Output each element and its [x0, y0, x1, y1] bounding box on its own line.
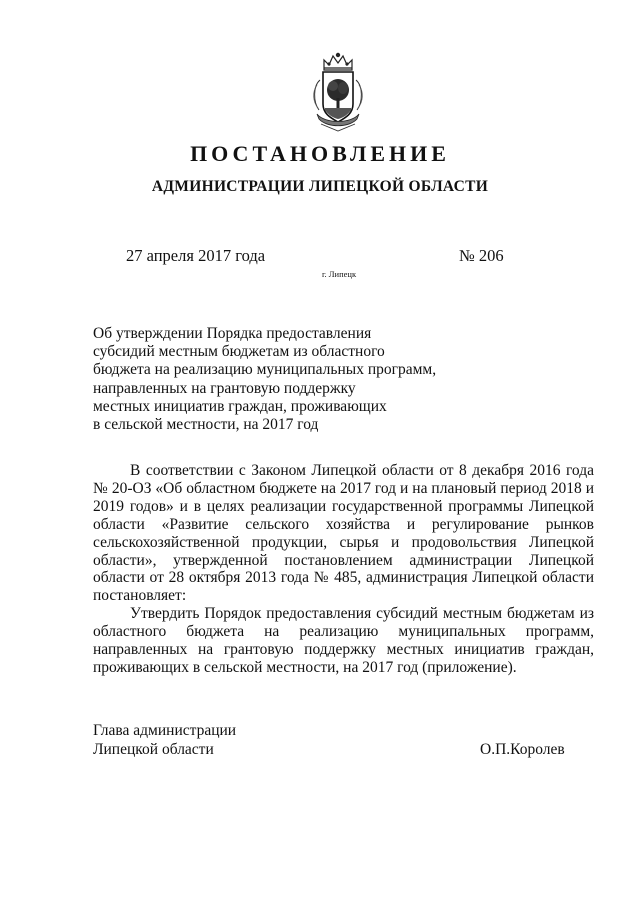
signature-role-line: Глава администрации: [93, 722, 237, 739]
document-subtitle: АДМИНИСТРАЦИИ ЛИПЕЦКОЙ ОБЛАСТИ: [151, 178, 489, 195]
body-paragraph: В соответствии с Законом Липецкой области от 8 декабря 2016 года № 20-ОЗ «Об областном бюджете на 2017 год и на плановый период 2018 и 2019 годов» и в целях реализации государственной программы Липецкой области «Развитие сельского хозяйства и регулирование рынков сельскохозяйственной продукции, сырья и продовольствия Липецкой области», утвержденной постановлением администрации Липецкой области от 28 октября 2013 года № 485, администрация Липецкой области постановляет:: [93, 462, 594, 605]
document-number: № 206: [459, 246, 504, 265]
heading-line: местных инициатив граждан, проживающих: [93, 397, 387, 415]
document-body: [93, 462, 594, 677]
signature-name: О.П.Королев: [480, 740, 565, 758]
heading-line: бюджета на реализацию муниципальных программ,: [93, 361, 437, 379]
heading-line: в сельской местности, на 2017 год: [93, 416, 319, 434]
coat-of-arms-icon: [307, 52, 369, 132]
document-date: 27 апреля 2017 года: [126, 246, 266, 265]
heading-line: Об утверждении Порядка предоставления: [93, 325, 372, 342]
document-city: г. Липецк: [322, 269, 357, 279]
document-heading: [93, 325, 437, 434]
heading-line: направленных на грантовую поддержку: [93, 379, 356, 397]
document-title: ПОСТАНОВЛЕНИЕ: [190, 141, 450, 166]
signature-role-line: Липецкой области: [93, 740, 214, 758]
signature-block: [93, 722, 573, 759]
heading-line: субсидий местным бюджетам из областного: [93, 343, 385, 361]
body-paragraph: Утвердить Порядок предоставления субсидий местным бюджетам из областного бюджета на реализацию муниципальных программ, направленных на грантовую поддержку местных инициатив граждан, проживающих в сельской местности, на 2017 год (приложение).: [93, 605, 594, 676]
